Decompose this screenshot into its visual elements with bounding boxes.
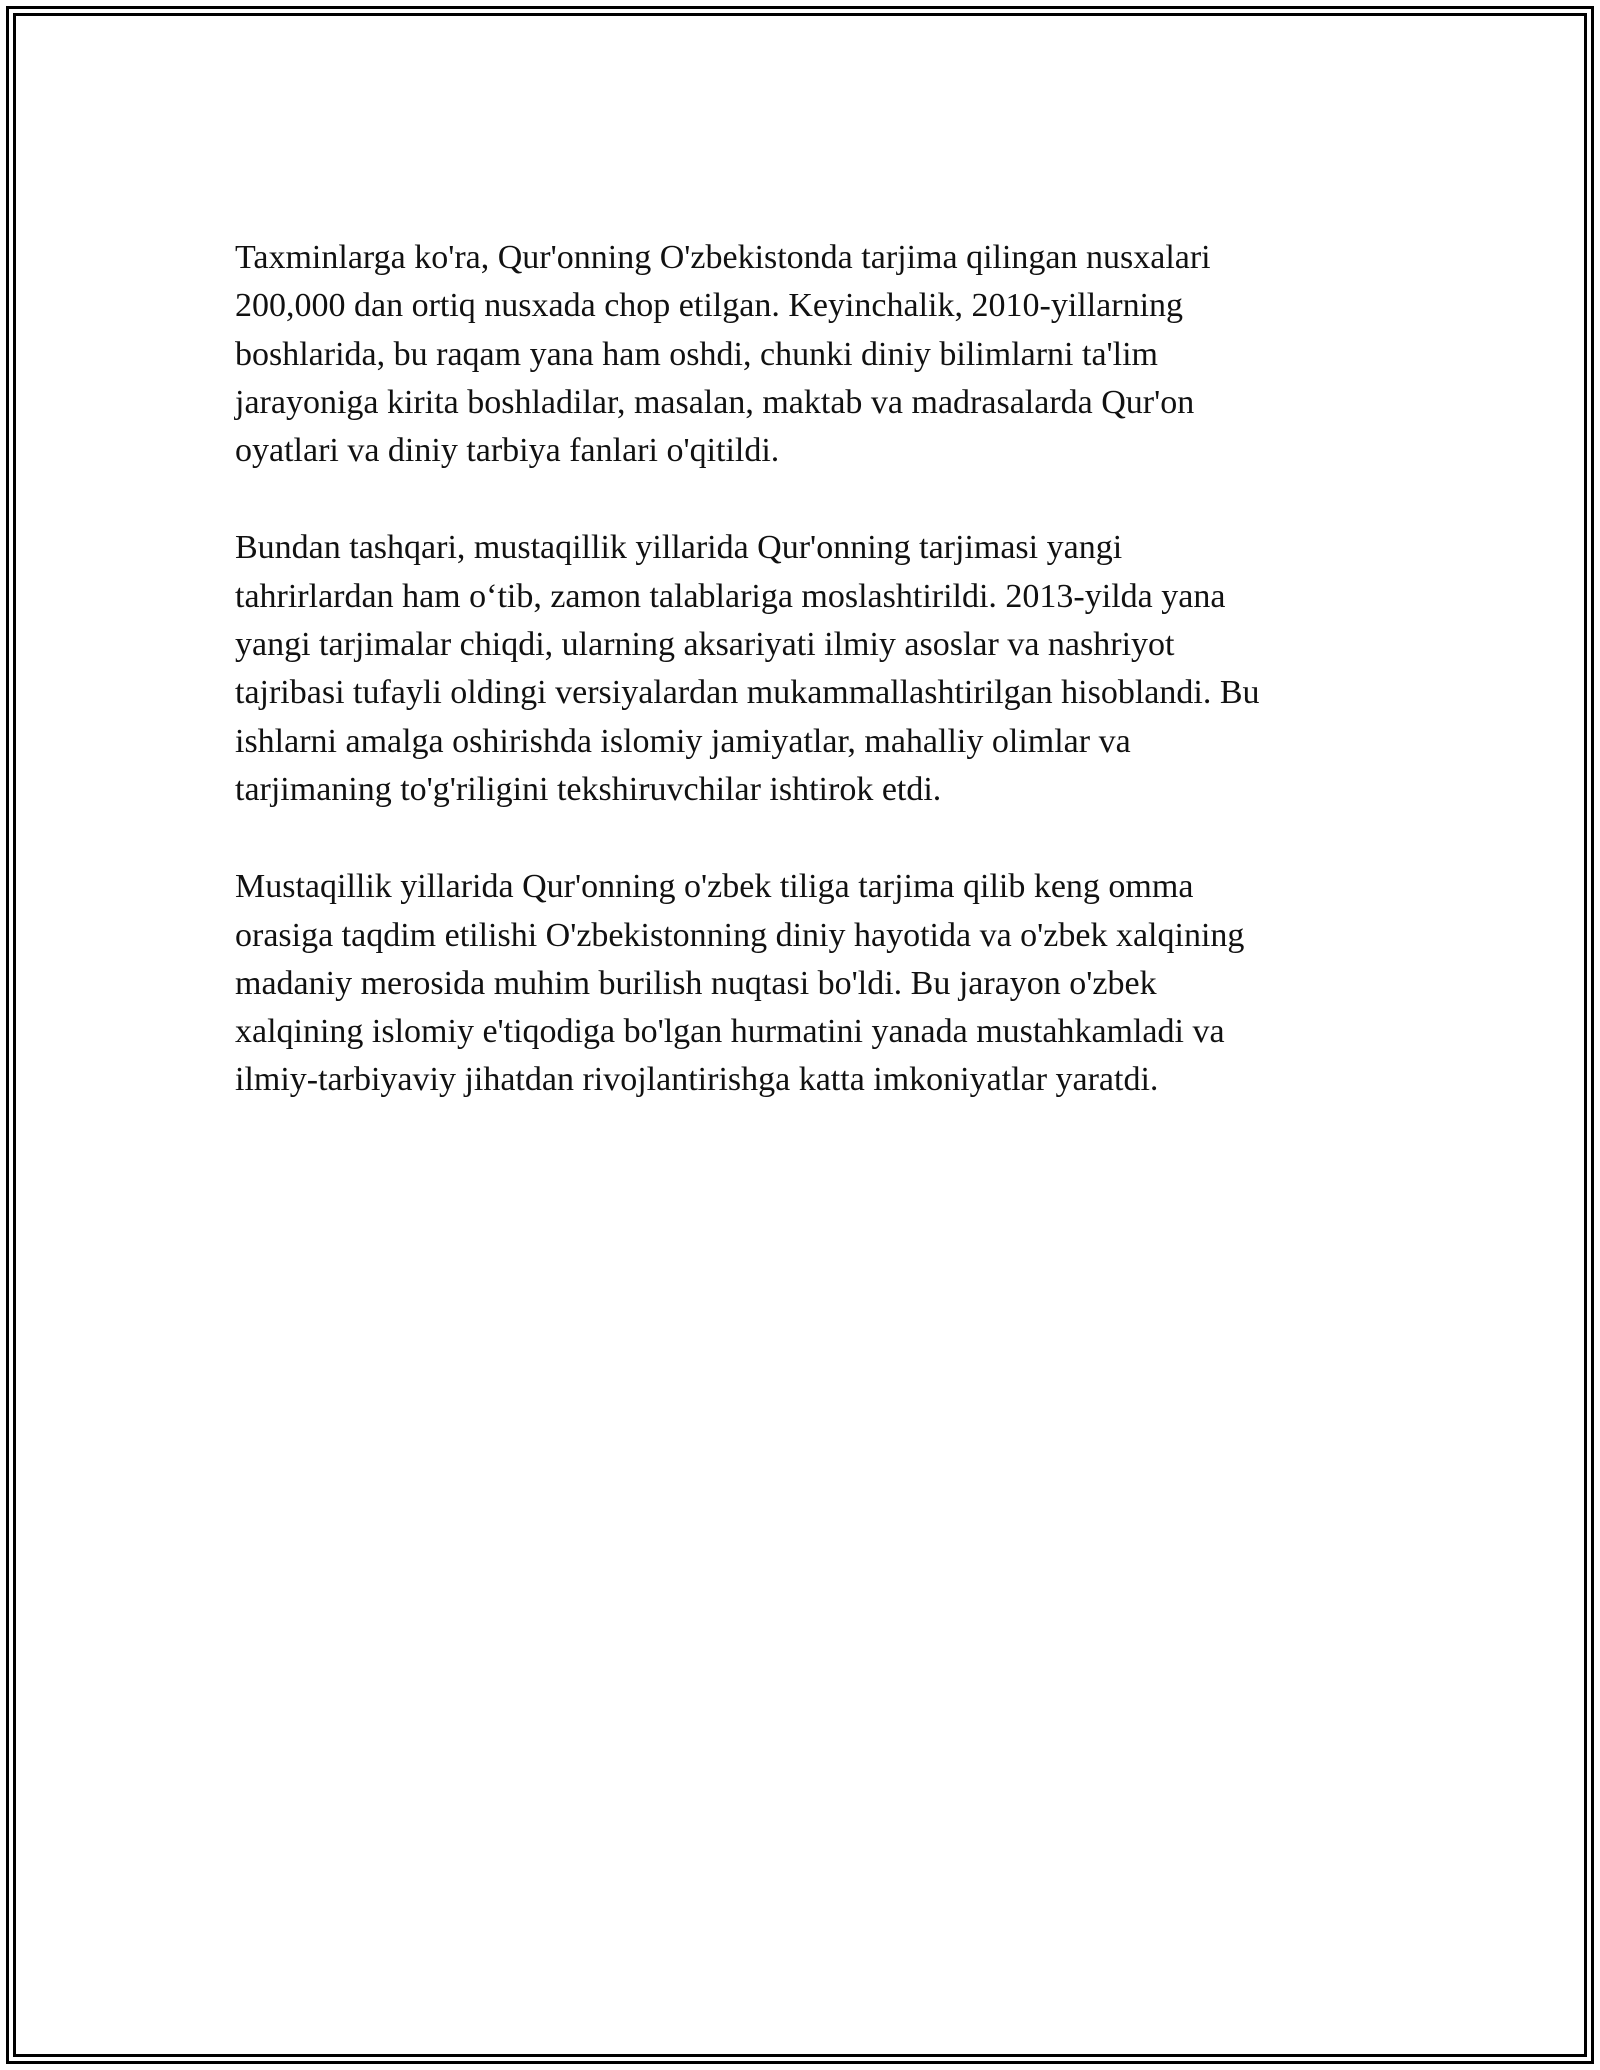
paragraph-line: orasiga taqdim etilishi O'zbekistonning diniy hayotida va o'zbek xalqining — [235, 916, 1245, 954]
paragraph-line: tahrirlardan ham o‘tib, zamon talablariga moslashtirildi. 2013-yilda yana — [235, 577, 1226, 615]
paragraph-line: Bundan tashqari, mustaqillik yillarida Qur'onning tarjimasi yangi — [235, 529, 1123, 567]
paragraph-line: tajribasi tufayli oldingi versiyalardan mukammallashtirilgan hisoblandi. Bu — [235, 674, 1260, 712]
paragraph-line: 200,000 dan ortiq nusxada chop etilgan. Keyinchalik, 2010-yillarning — [235, 287, 1184, 325]
paragraph-line: ilmiy-tarbiyaviy jihatdan rivojlantirishga katta imkoniyatlar yaratdi. — [235, 1061, 1159, 1099]
paragraph-line: Mustaqillik yillarida Qur'onning o'zbek tiliga tarjima qilib keng omma — [235, 868, 1194, 906]
paragraph-line: oyatlari va diniy tarbiya fanlari o'qitildi. — [235, 432, 780, 470]
paragraph-line: yangi tarjimalar chiqdi, ularning aksariyati ilmiy asoslar va nashriyot — [235, 626, 1175, 664]
paragraph-line: Taxminlarga ko'ra, Qur'onning O'zbekistonda tarjima qilingan nusxalari — [235, 239, 1211, 276]
paragraph-line: madaniy merosida muhim burilish nuqtasi bo'ldi. Bu jarayon o'zbek — [235, 964, 1157, 1002]
paragraph-3 — [235, 863, 1365, 1104]
paragraph-line: xalqining islomiy e'tiqodiga bo'lgan hurmatini yanada mustahkamladi va — [235, 1013, 1225, 1051]
paragraph-2 — [235, 524, 1365, 814]
document-body — [235, 234, 1365, 1154]
paragraph-1 — [235, 234, 1365, 475]
paragraph-line: tarjimaning to'g'riligini tekshiruvchilar ishtirok etdi. — [235, 770, 942, 808]
paragraph-line: boshlarida, bu raqam yana ham oshdi, chunki diniy bilimlarni ta'lim — [235, 335, 1158, 373]
paragraph-line: jarayoniga kirita boshladilar, masalan, maktab va madrasalarda Qur'on — [235, 383, 1195, 421]
paragraph-line: ishlarni amalga oshirishda islomiy jamiyatlar, mahalliy olimlar va — [235, 722, 1131, 760]
